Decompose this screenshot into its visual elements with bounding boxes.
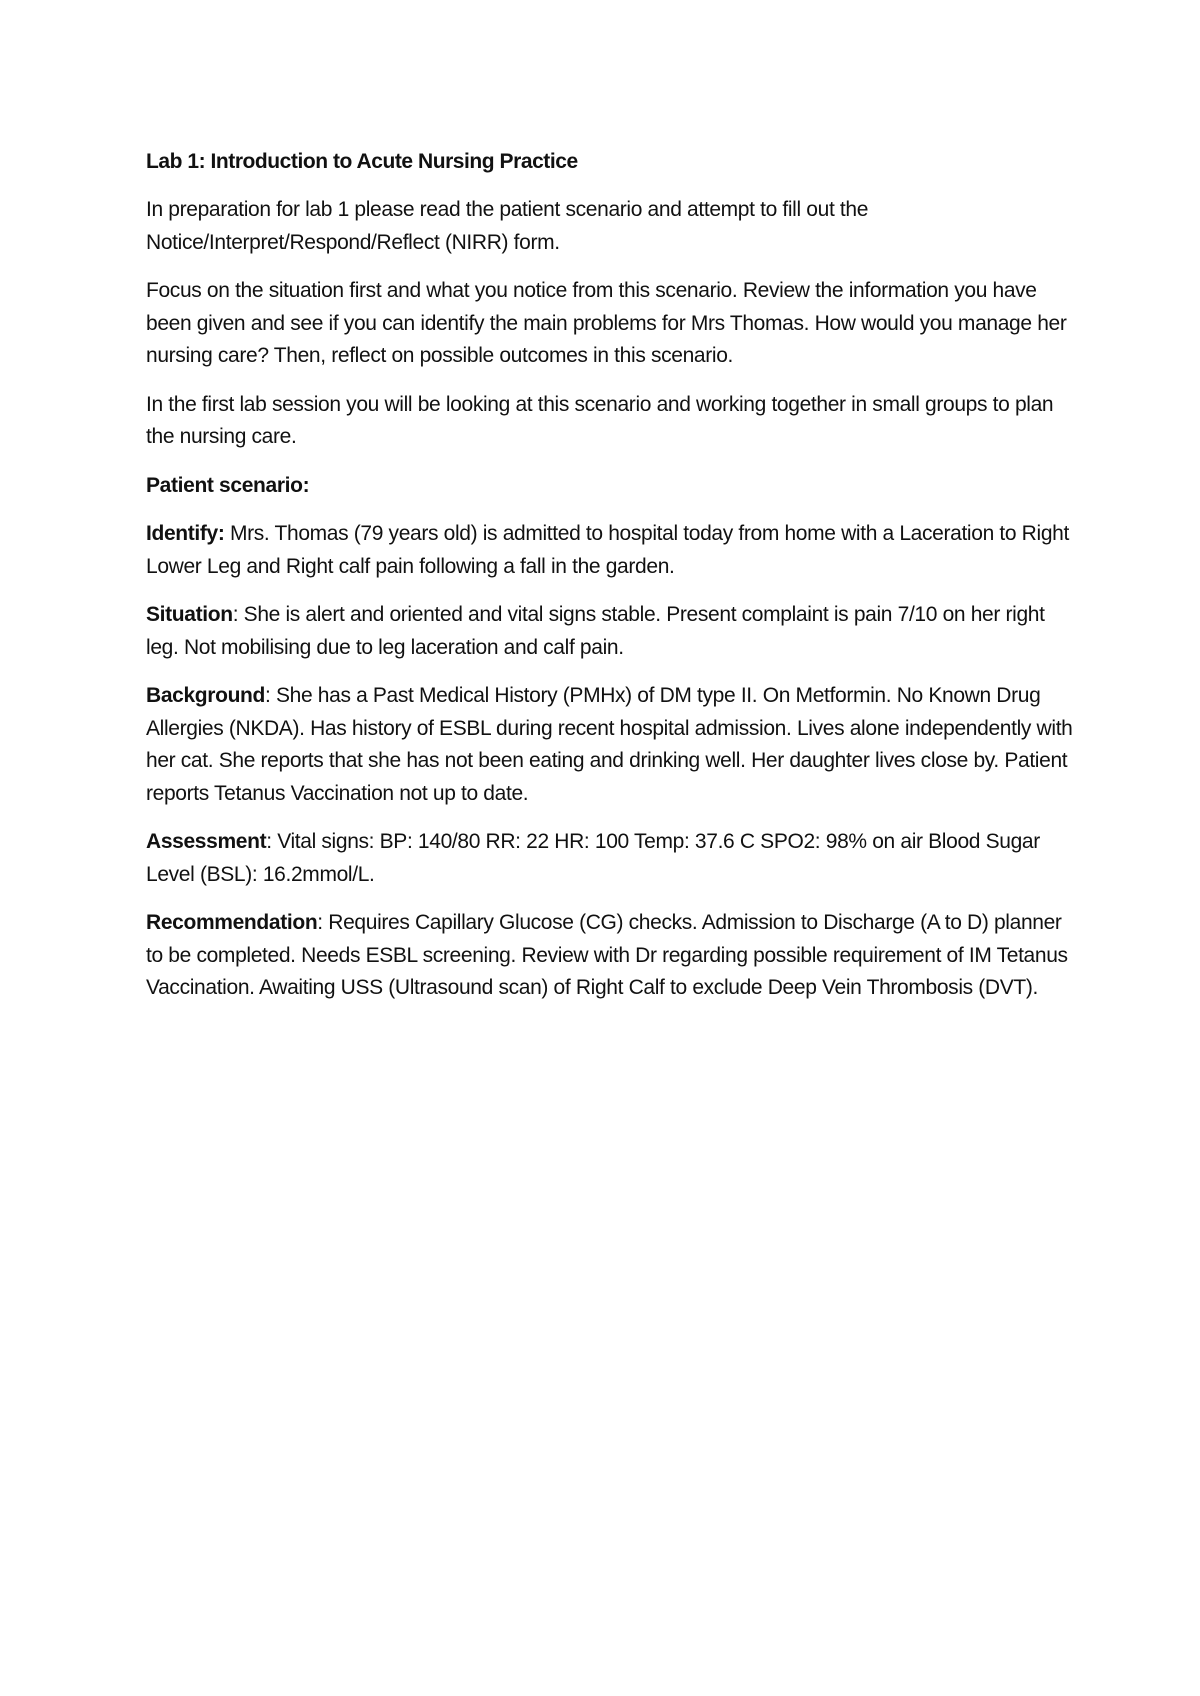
section-label: Background xyxy=(146,684,266,707)
section-label: Situation xyxy=(146,603,233,626)
section-label: Assessment xyxy=(146,830,267,853)
intro-paragraph-lab-session: In the first lab session you will be looking at this scenario and working together in small groups to plan the nursing care. xyxy=(146,392,1054,448)
section-text: Mrs. Thomas (79 years old) is admitted to hospital today from home with a Laceration to Right Lower Leg and Right calf pain following a fall in the garden. xyxy=(146,522,1069,578)
section-text: : Vital signs: BP: 140/80 RR: 22 HR: 100 Temp: 37.6 C SPO2: 98% on air Blood Sugar Level (BSL): 16.2mmol/L. xyxy=(146,830,1040,886)
section-situation xyxy=(146,599,1076,664)
document-body xyxy=(146,146,1076,1021)
page-title: Lab 1: Introduction to Acute Nursing Practice xyxy=(146,150,578,173)
section-label: Identify: xyxy=(146,522,225,545)
section-label: Recommendation xyxy=(146,911,318,934)
section-assessment xyxy=(146,826,1076,891)
section-text: : She is alert and oriented and vital signs stable. Present complaint is pain 7/10 on her right leg. Not mobilising due to leg laceration and calf pain. xyxy=(146,603,1045,659)
section-identify xyxy=(146,518,1076,583)
section-text: : She has a Past Medical History (PMHx) of DM type II. On Metformin. No Known Drug Allergies (NKDA). Has history of ESBL during recent hospital admission. Lives alone independently with her cat. She reports that she has not been eating and drinking well. Her daughter lives close by. Patient reports Tetanus Vaccination not up to date. xyxy=(146,684,1073,805)
scenario-heading: Patient scenario: xyxy=(146,473,310,497)
intro-paragraph-preparation: In preparation for lab 1 please read the patient scenario and attempt to fill out the Notice/Interpret/Respond/Reflect (NIRR) form. xyxy=(146,198,869,254)
section-recommendation xyxy=(146,907,1076,1005)
intro-paragraph-focus: Focus on the situation first and what you notice from this scenario. Review the information you have been given and see if you can identify the main problems for Mrs Thomas. How would you manage her nursing care? Then, reflect on possible outcomes in this scenario. xyxy=(146,279,1067,367)
section-text: : Requires Capillary Glucose (CG) checks. Admission to Discharge (A to D) planner to be completed. Needs ESBL screening. Review with Dr regarding possible requirement of IM Tetanus Vaccination. Awaiting USS (Ultrasound scan) of Right Calf to exclude Deep Vein Thrombosis (DVT). xyxy=(146,911,1068,999)
section-background xyxy=(146,680,1076,810)
